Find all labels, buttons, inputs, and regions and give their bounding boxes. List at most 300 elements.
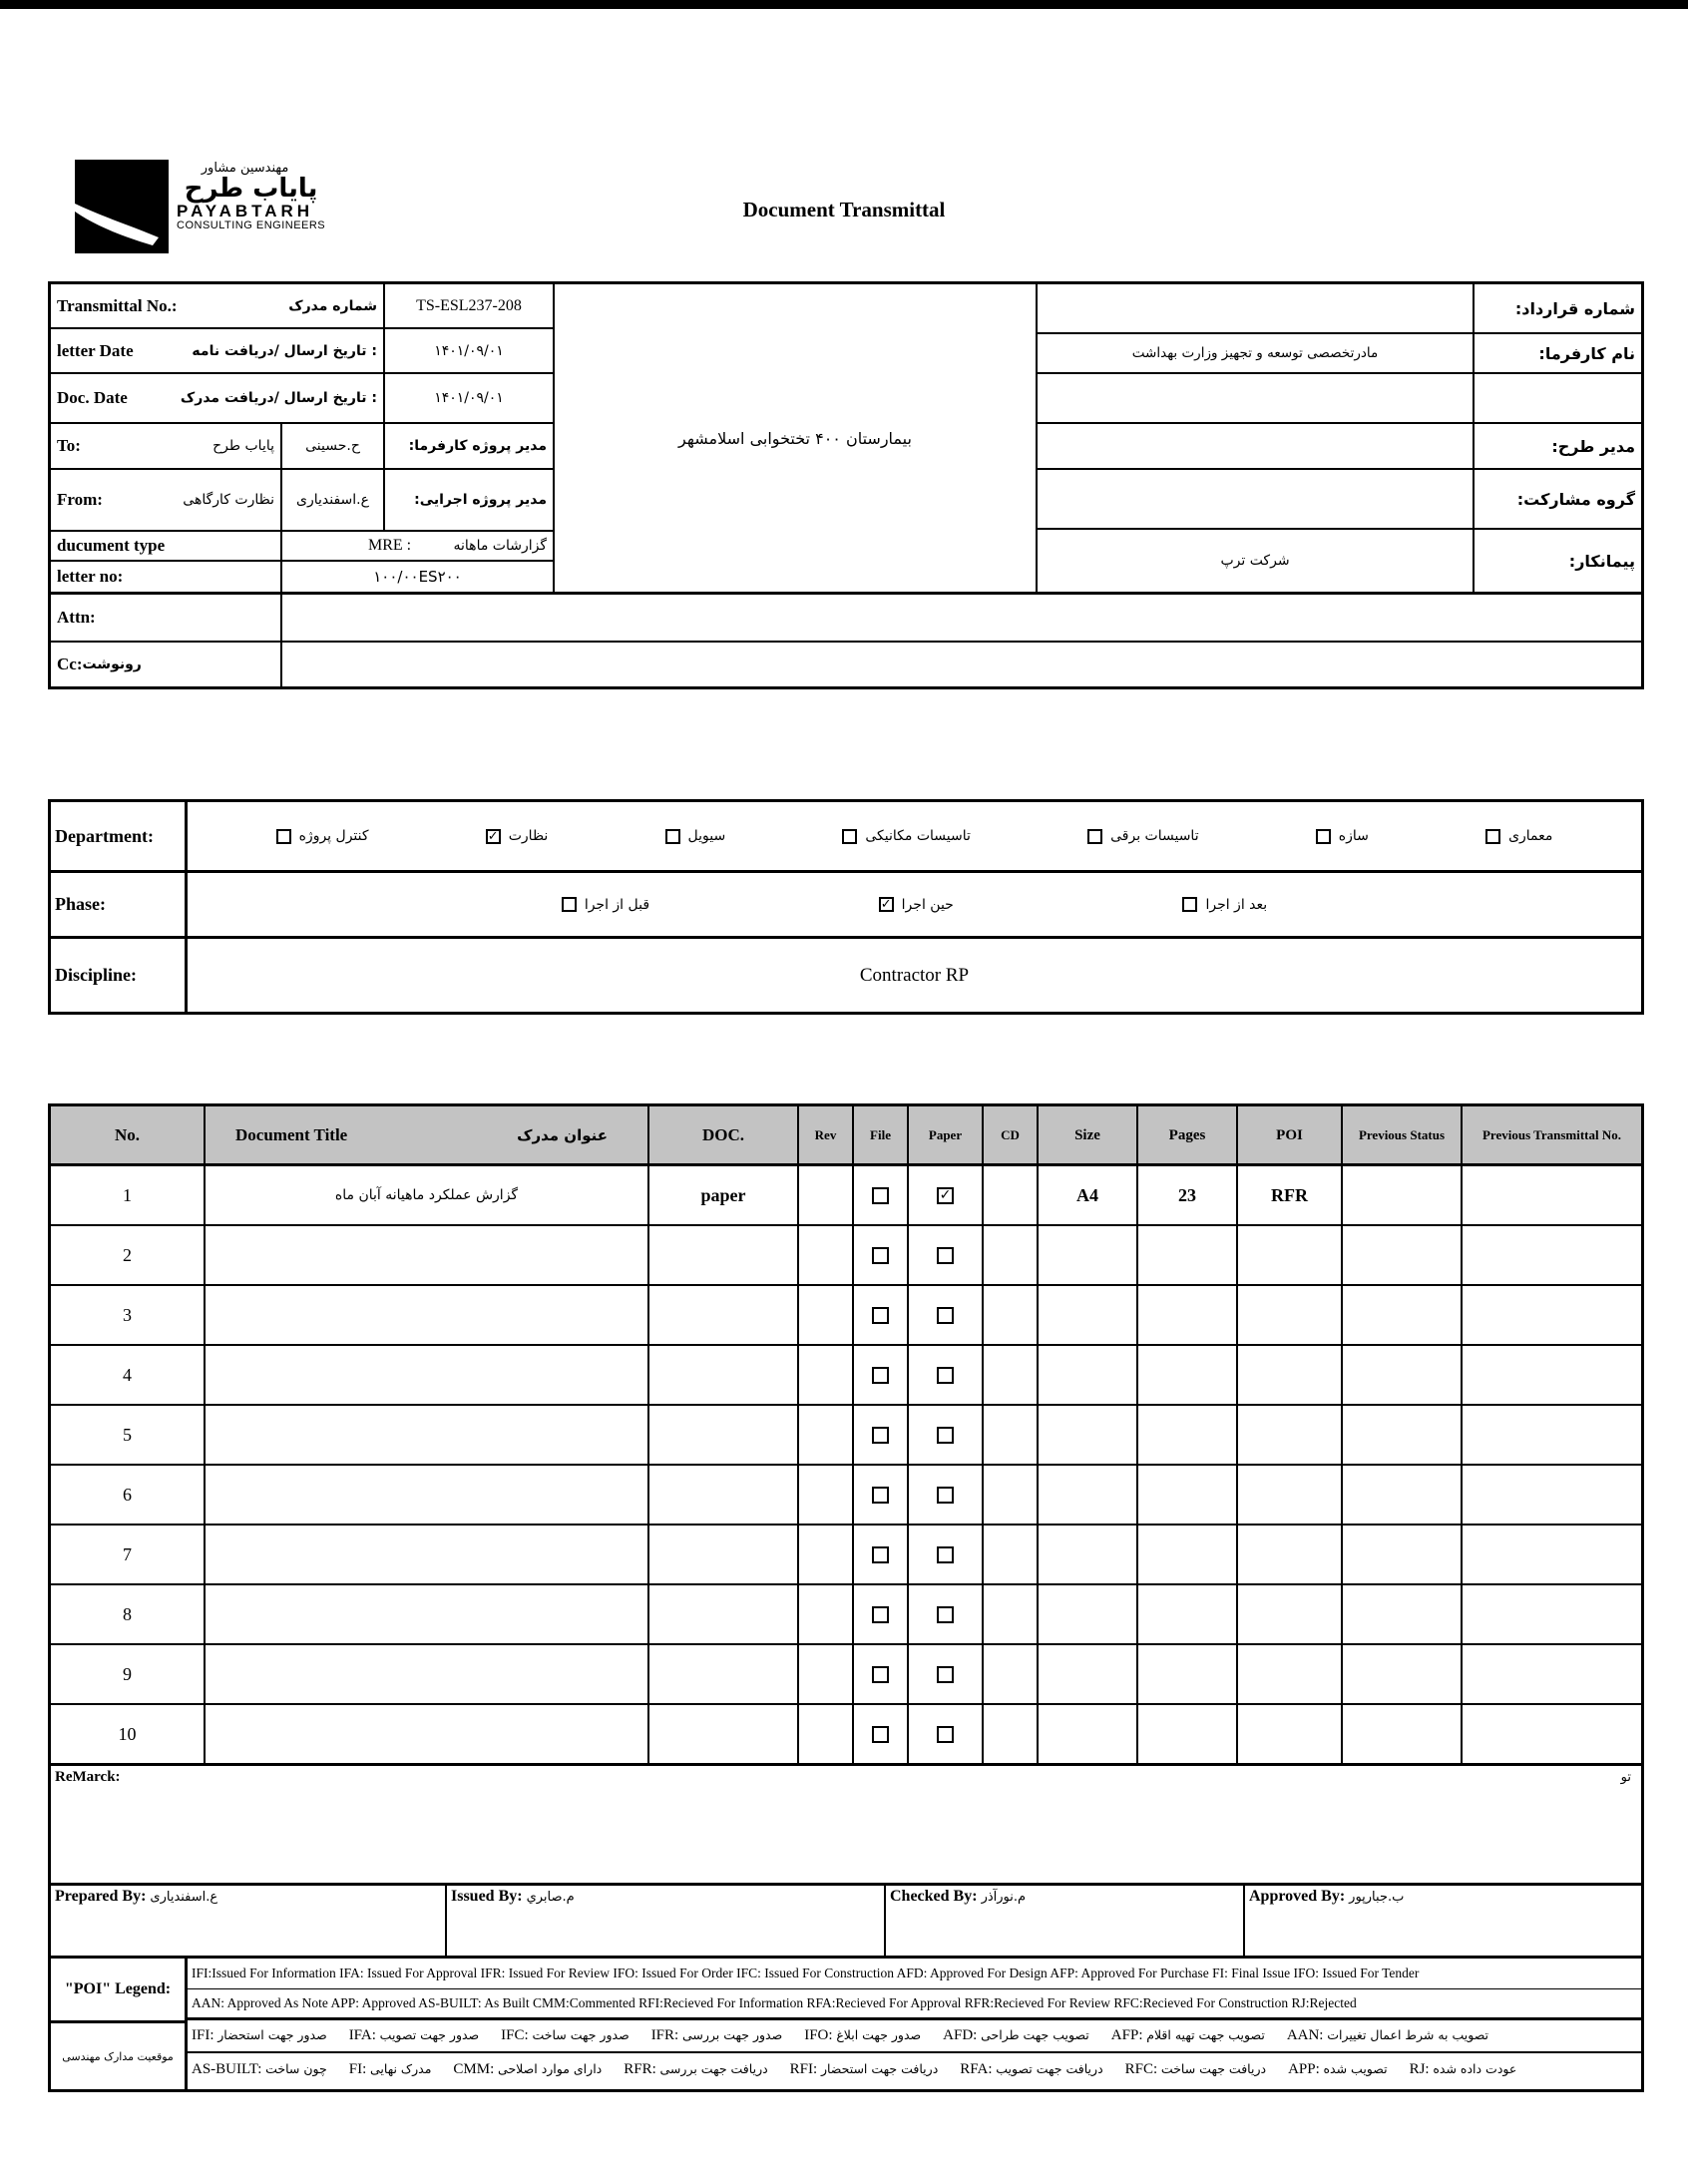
doc-table-body [51,1166,1641,1763]
cell-document-title [206,1166,649,1224]
to-label: To: [57,436,81,455]
legend-item [1410,2061,1517,2078]
client-name-label: نام کارفرما: [1538,343,1635,363]
cell-size [1039,1346,1138,1404]
cell-file [854,1346,909,1404]
department-checkbox[interactable] [665,829,680,844]
cell-size [1039,1705,1138,1763]
cell-prev-status [1343,1585,1463,1643]
cell-poi: RFR [1238,1166,1343,1224]
cell-cd [984,1466,1039,1524]
department-checkbox[interactable] [1087,829,1102,844]
department-option-label: معماری [1508,828,1553,844]
cell-no: 9 [51,1645,206,1703]
contract-no-label-cell [1473,284,1641,332]
cell-size [1039,1645,1138,1703]
header-rev: Rev [799,1106,854,1163]
cell-pages [1138,1346,1238,1404]
letter-date-label-fa: تاریخ ارسال /دریافت نامه : [192,342,377,359]
cell-prev-status [1343,1645,1463,1703]
cell-poi [1238,1526,1343,1583]
client-pm-label: مدیر پروژه کارفرما: [408,438,547,454]
legend-item [1287,2027,1488,2044]
doc-type-fa: گزارشات ماهانه [453,538,547,554]
cell-paper-checkbox[interactable] [937,1666,954,1683]
cell-prev-transmittal [1463,1286,1641,1344]
legend-item-code: AS-BUILT: [192,2061,266,2077]
legend-item-desc: تصویب شده [1323,2061,1388,2076]
to-person: ح.حسینی [305,438,360,454]
signatures-row [48,1886,1644,1959]
brand-en-subtitle: CONSULTING ENGINEERS [177,218,326,231]
cell-document-title [206,1585,649,1643]
cell-size [1039,1585,1138,1643]
doc-date-value-cell [385,374,553,424]
to-person-cell [282,424,385,470]
legend-item-desc: دریافت جهت بررسی [659,2061,768,2076]
header-pages: Pages [1138,1106,1238,1163]
jv-group-value-cell [1038,470,1473,530]
cell-prev-transmittal [1463,1645,1641,1703]
phase-label: Phase: [51,873,188,936]
department-checkbox[interactable] [1316,829,1331,844]
cell-cd [984,1286,1039,1344]
transmittal-no-value-cell [385,284,553,329]
table-row [51,1166,1641,1224]
cell-file-checkbox[interactable] [872,1666,889,1683]
cell-poi [1238,1286,1343,1344]
letter-no-value: ۱۰۰/۰۰ES۲۰۰ [373,568,462,586]
legend-item [1288,2061,1388,2078]
doc-type-value-cell [282,532,553,562]
phase-options [188,873,1641,936]
legend-fa-line2 [188,2053,1641,2086]
legend-item [453,2061,602,2078]
letter-date-value: ۱۴۰۱/۰۹/۰۱ [434,342,504,359]
header-poi: POI [1238,1106,1343,1163]
letter-no-value-cell [282,562,553,592]
brand-en-name: PAYABTARH [177,201,314,220]
exec-pm-label: مدیر پروژه اجرایی: [414,492,547,508]
header-file: File [854,1106,909,1163]
cell-prev-status [1343,1705,1463,1763]
legend-item-code: IFO: [804,2027,837,2043]
cell-document-title [206,1226,649,1284]
table-row [51,1284,1641,1344]
cell-poi [1238,1466,1343,1524]
cell-document-title [206,1526,649,1583]
client-pm-label-cell [385,424,553,470]
cell-file [854,1406,909,1464]
legend-en-line1: IFI:Issued For Information IFA: Issued For Approval IFR: Issued For Review IFO: Issued For Order IFC: Issued For Construction AFD: Approved For Design AFP: Approved For Purchase FI: Final Issue IFO: Issued For Tender [188,1959,1641,1989]
cell-pages [1138,1286,1238,1344]
cell-file-checkbox[interactable] [872,1726,889,1743]
contract-no-value-cell [1038,284,1473,332]
cell-doc [649,1645,799,1703]
project-name-cell [553,284,1038,592]
department-option-label: سیویل [687,828,726,844]
cell-size: A4 [1039,1166,1138,1224]
cell-prev-transmittal [1463,1466,1641,1524]
legend-item [804,2027,921,2044]
department-option [1316,828,1369,844]
jv-group-label: گروه مشارکت: [1516,489,1635,509]
cell-no: 1 [51,1166,206,1224]
cell-prev-status [1343,1406,1463,1464]
cell-file-checkbox[interactable] [872,1606,889,1623]
contractor-label-cell [1473,530,1641,592]
legend-item-code: CMM: [453,2061,499,2077]
info-left-block [51,284,553,592]
cell-paper-checkbox[interactable] [937,1367,954,1384]
legend-item-code: FI: [348,2061,371,2077]
cell-paper [909,1466,984,1524]
cell-paper [909,1166,984,1224]
legend-item-desc: تصویب جهت طراحی [981,2027,1089,2042]
cell-pages [1138,1226,1238,1284]
client-name-value: مادرتخصصی توسعه و تجهیز وزارت بهداشت [1131,345,1379,361]
phase-checkbox[interactable] [562,897,577,912]
cell-no: 3 [51,1286,206,1344]
cell-prev-status [1343,1526,1463,1583]
cell-file [854,1526,909,1583]
legend-item-desc: دریافت جهت تصویب [996,2061,1103,2076]
header-paper: Paper [909,1106,984,1163]
cell-prev-status [1343,1346,1463,1404]
cell-doc [649,1466,799,1524]
cell-prev-transmittal [1463,1585,1641,1643]
doc-type-code: MRE : [368,537,412,554]
doc-date-label-cell [51,374,385,424]
department-checkbox[interactable] [276,829,291,844]
department-option [486,828,549,844]
header-no: No. [51,1106,206,1163]
cell-no: 6 [51,1466,206,1524]
cell-paper-checkbox[interactable] [937,1726,954,1743]
legend-item-code: RFI: [789,2061,821,2077]
legend-item [960,2061,1102,2078]
cell-doc: paper [649,1166,799,1224]
header-title-en: Document Title [235,1124,348,1144]
cell-rev [799,1166,854,1224]
cell-pages [1138,1526,1238,1583]
cell-size [1039,1526,1138,1583]
prepared-by-cell [51,1886,447,1956]
legend-item-code: IFC: [501,2027,533,2043]
department-option [276,828,369,844]
cell-size [1039,1466,1138,1524]
cell-document-title [206,1286,649,1344]
cell-file-checkbox[interactable] [872,1487,889,1504]
cell-cd [984,1645,1039,1703]
cell-paper [909,1585,984,1643]
cell-doc [649,1406,799,1464]
cell-cd [984,1226,1039,1284]
info-right-block [1038,284,1641,592]
cell-file-checkbox[interactable] [872,1307,889,1324]
cell-paper [909,1346,984,1404]
cc-row [51,641,1641,686]
department-options [188,802,1641,870]
legend-item-desc: تصویب به شرط اعمال تغییرات [1327,2027,1489,2042]
legend-item [501,2027,630,2044]
legend-fa-line1 [188,2020,1641,2053]
phase-option-label: بعد از اجرا [1205,896,1268,913]
header-prev-status: Previous Status [1343,1106,1463,1163]
cell-poi [1238,1645,1343,1703]
cell-no: 8 [51,1585,206,1643]
cell-file [854,1226,909,1284]
client-name-value-cell [1038,332,1473,374]
cell-poi [1238,1346,1343,1404]
brand-fa-tagline: مهندسین مشاور [201,161,289,176]
remark-right-note: تو [1620,1770,1631,1785]
cell-cd [984,1346,1039,1404]
cell-no: 2 [51,1226,206,1284]
legend-item-code: RFR: [624,2061,660,2077]
design-manager-label: مدیر طرح: [1551,436,1635,456]
blank-value-cell [1038,374,1473,424]
department-option [1087,828,1198,844]
transmittal-no-value: TS-ESL237-208 [416,296,522,314]
legend-item-desc: صدور جهت بررسی [681,2027,783,2042]
cell-cd [984,1166,1039,1224]
form-sheet [48,281,1644,2092]
cell-size [1039,1406,1138,1464]
legend-item-desc: دارای موارد اصلاحی [498,2061,603,2076]
fa-legend-label: موقعیت مدارک مهندسی [62,2049,174,2063]
cell-prev-transmittal [1463,1406,1641,1464]
department-option-label: تاسیسات مکانیکی [865,828,971,844]
discipline-row [51,936,1641,1012]
from-cell [51,470,282,532]
remark-label: ReMarck: [55,1769,121,1785]
department-option-label: نظارت [508,828,549,844]
department-label: Department: [51,802,188,870]
cell-pages [1138,1585,1238,1643]
phase-option [1182,897,1267,913]
classification-table [48,799,1644,1015]
table-row [51,1703,1641,1763]
legend-item-code: RJ: [1409,2061,1434,2077]
cell-no: 5 [51,1406,206,1464]
header-prev-transmittal: Previous Transmittal No. [1481,1126,1622,1142]
cell-paper-checkbox[interactable] [937,1546,954,1563]
cell-paper [909,1286,984,1344]
department-checkbox-checked[interactable] [486,829,501,844]
checked-by-label: Checked By: [890,1888,978,1905]
discipline-value-cell [188,939,1641,1012]
header-title [206,1106,649,1163]
attn-label: Attn: [57,608,96,627]
department-row [51,802,1641,870]
cell-prev-transmittal [1463,1166,1641,1224]
remark-box [48,1766,1644,1886]
cell-prev-transmittal [1463,1526,1641,1583]
header-cd: CD [984,1106,1039,1163]
transmittal-no-label-en: Transmittal No.: [57,295,178,315]
jv-group-label-cell [1473,470,1641,530]
client-name-label-cell [1473,332,1641,374]
documents-table [48,1103,1644,1766]
legend-item [651,2027,783,2044]
cell-rev [799,1526,854,1583]
cell-prev-status [1343,1466,1463,1524]
legend-item-desc: عودت داده شده [1433,2061,1517,2076]
legend-item [790,2061,939,2078]
department-checkbox[interactable] [1485,829,1500,844]
cell-paper [909,1526,984,1583]
to-value: پایاب طرح [212,438,274,454]
phase-option [879,897,954,913]
phase-option-label: حین اجرا [901,896,954,913]
department-checkbox[interactable] [842,829,857,844]
prepared-by-name: ع.اسفندیاری [150,1890,218,1905]
cell-rev [799,1286,854,1344]
header-size: Size [1039,1106,1138,1163]
blank-label-cell [1473,374,1641,424]
from-label: From: [57,490,103,509]
cell-doc [649,1526,799,1583]
cell-pages [1138,1645,1238,1703]
legend-item-code: AFP: [1110,2027,1147,2043]
cell-poi [1238,1226,1343,1284]
approved-by-name: ب.جبارپور [1349,1890,1405,1905]
department-option [842,828,971,844]
cell-no: 7 [51,1526,206,1583]
legend-item-desc: صدور جهت ابلاغ [836,2027,922,2042]
legend-item-code: AAN: [1286,2027,1328,2043]
cell-paper-checkbox[interactable] [937,1606,954,1623]
cell-pages [1138,1466,1238,1524]
legend-item-desc: صدور جهت تصویب [379,2027,480,2042]
cell-paper-checkbox[interactable] [937,1307,954,1324]
cell-file-checkbox[interactable] [872,1427,889,1444]
legend-item-code: IFR: [650,2027,682,2043]
legend-item-desc: صدور جهت استحضار [217,2027,327,2042]
contractor-name: شرکت ترپ [1220,553,1290,569]
legend-item-code: IFI: [192,2027,218,2043]
department-option [665,828,726,844]
cell-document-title [206,1346,649,1404]
cell-file-checkbox[interactable] [872,1546,889,1563]
cell-paper-checkbox[interactable] [937,1247,954,1264]
doc-type-label-cell [51,532,282,562]
cc-value-cell [282,643,1641,686]
legend-content-column [188,1959,1641,2089]
transmittal-no-label-cell [51,284,385,329]
from-value: نظارت کارگاهی [183,492,274,508]
poi-legend-table [48,1959,1644,2092]
cell-paper [909,1705,984,1763]
project-name: بیمارستان ۴۰۰ تختخوابی اسلامشهر [678,428,912,448]
attn-value-cell [282,595,1641,641]
cell-doc [649,1585,799,1643]
doc-date-value: ۱۴۰۱/۰۹/۰۱ [434,390,504,406]
cell-poi [1238,1406,1343,1464]
table-row [51,1524,1641,1583]
phase-checkbox[interactable] [1182,897,1197,912]
poi-legend-label: "POI" Legend: [51,1959,185,2023]
legend-item [1111,2027,1265,2044]
legend-en-line2: AAN: Approved As Note APP: Approved AS-BUILT: As Built CMM:Commented RFI:Recieved For Information RFA:Recieved For Approval RFR:Recieved For Review RFC:Recieved For Construction RJ:Rejected [188,1989,1641,2020]
cell-document-title [206,1466,649,1524]
legend-item-code: IFA: [348,2027,380,2043]
phase-option [562,897,649,913]
documents-table-header [51,1106,1641,1166]
cell-document-title-text: گزارش عملکرد ماهیانه آبان ماه [334,1187,519,1203]
checked-by-name: م.نورآذر [981,1890,1027,1905]
contractor-label: پیمانکار: [1568,551,1635,571]
cell-pages [1138,1705,1238,1763]
cell-file-checkbox[interactable] [872,1367,889,1384]
cell-size [1039,1286,1138,1344]
attn-row [51,592,1641,641]
cell-paper [909,1226,984,1284]
cell-file-checkbox[interactable] [872,1187,889,1204]
cell-file [854,1166,909,1224]
legend-item-desc: چون ساخت [265,2061,327,2076]
cell-paper [909,1406,984,1464]
header-title-fa: عنوان مدرک [517,1125,608,1144]
cell-rev [799,1346,854,1404]
legend-item [192,2027,327,2044]
legend-item-desc: مدرک نهایی [370,2061,432,2076]
legend-item-code: APP: [1288,2061,1324,2077]
cell-rev [799,1645,854,1703]
cell-no: 10 [51,1705,206,1763]
table-row [51,1583,1641,1643]
cell-paper-checkbox[interactable] [937,1487,954,1504]
legend-item [349,2027,479,2044]
cell-file [854,1585,909,1643]
brand-fa-name: پایاب طرح [184,173,318,204]
cell-cd [984,1406,1039,1464]
legend-item-code: RFC: [1124,2061,1161,2077]
cell-paper-checkbox-checked[interactable] [937,1187,954,1204]
legend-item [943,2027,1089,2044]
transmittal-info-table [48,281,1644,689]
cell-no: 4 [51,1346,206,1404]
department-option [1485,828,1552,844]
legend-item [1125,2061,1266,2078]
design-manager-value-cell [1038,424,1473,470]
phase-option-label: قبل از اجرا [584,896,650,913]
cell-rev [799,1466,854,1524]
from-person-cell [282,470,385,532]
cell-doc [649,1226,799,1284]
department-option-label: سازه [1338,828,1369,844]
legend-item-desc: تصویب جهت تهیه اقلام [1146,2027,1265,2042]
cell-prev-transmittal [1463,1226,1641,1284]
table-row [51,1643,1641,1703]
contractor-value-cell [1038,530,1473,592]
cell-file-checkbox[interactable] [872,1247,889,1264]
cell-rev [799,1705,854,1763]
cc-label-en: Cc: [57,655,83,673]
cc-label-cell [51,643,282,686]
to-cell [51,424,282,470]
letter-no-label: letter no: [57,567,124,586]
transmittal-no-label-fa: شماره مدرک [288,297,377,314]
cell-rev [799,1226,854,1284]
cell-paper-checkbox[interactable] [937,1427,954,1444]
cell-prev-status [1343,1226,1463,1284]
cell-doc [649,1705,799,1763]
phase-checkbox-checked[interactable] [879,897,894,912]
attn-label-cell [51,595,282,641]
legend-item-code: RFA: [960,2061,997,2077]
